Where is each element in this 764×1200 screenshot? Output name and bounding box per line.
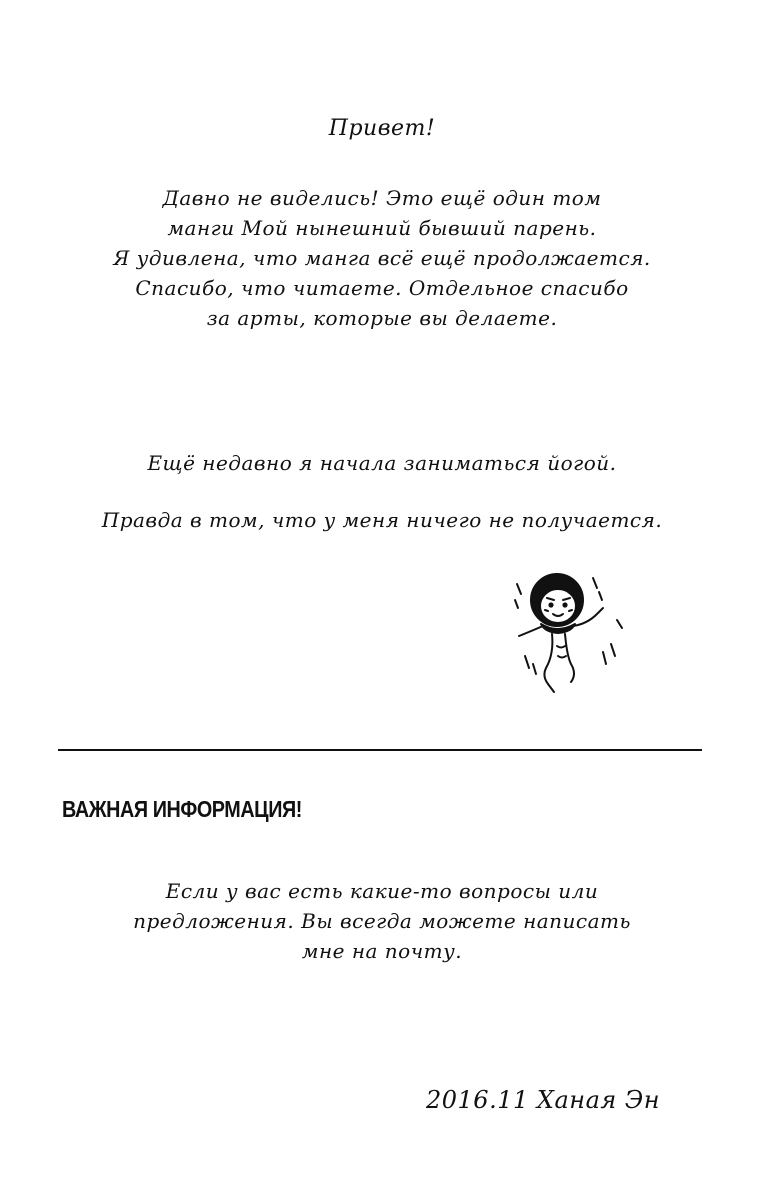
intro-paragraph: [0, 183, 764, 333]
important-heading: ВАЖНАЯ ИНФОРМАЦИЯ!: [62, 796, 302, 822]
contact-line: Если у вас есть какие-то вопросы или: [165, 879, 599, 903]
signature: 2016.11 Ханая Эн: [426, 1086, 661, 1114]
contact-line: мне на почту.: [301, 939, 463, 963]
chibi-yoga-character-icon: [505, 560, 630, 700]
divider: [58, 749, 702, 751]
yoga-line-2: Правда в том, что у меня ничего не получается.: [101, 508, 663, 532]
intro-line: манги Мой нынешний бывший парень.: [167, 216, 597, 240]
intro-line: Давно не виделись! Это ещё один том: [162, 186, 602, 210]
contact-paragraph: [0, 876, 764, 966]
intro-line: Спасибо, что читаете. Отдельное спасибо: [135, 276, 629, 300]
intro-line: за арты, которые вы делаете.: [206, 306, 558, 330]
yoga-line-1: Ещё недавно я начала заниматься йогой.: [147, 451, 617, 475]
intro-line: Я удивлена, что манга всё ещё продолжается.: [113, 246, 651, 270]
greeting: Привет!: [328, 116, 436, 141]
contact-line: предложения. Вы всегда можете написать: [133, 909, 631, 933]
